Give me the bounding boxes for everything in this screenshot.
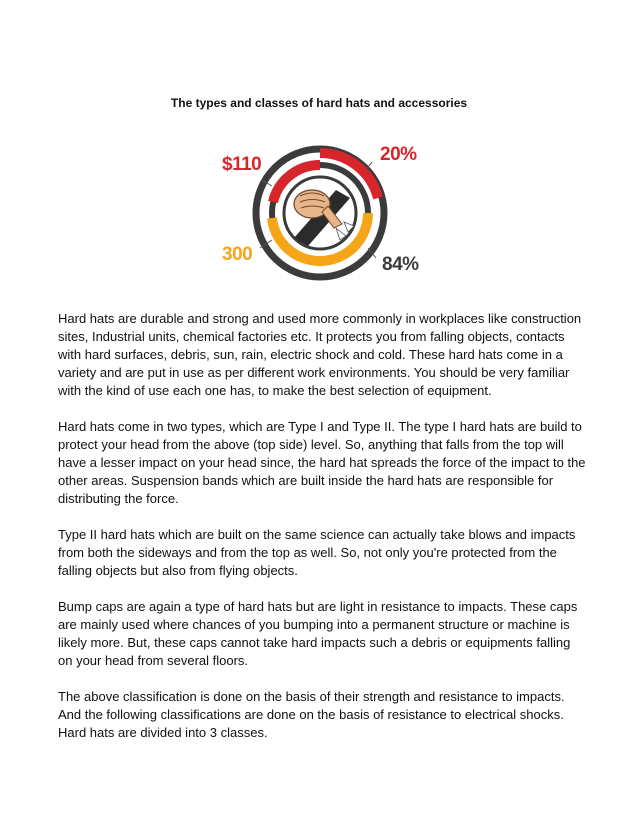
infographic (208, 140, 432, 286)
page-title: The types and classes of hard hats and accessories (170, 96, 468, 110)
label-top-left: $110 (222, 154, 262, 175)
paragraph-type-ii: Type II hard hats which are built on the same science can actually take blows and impacts from both the sideways and from the top as well. So, not only you're protected from the falling objects but also from flying objects. (58, 527, 576, 578)
paragraph-intro: Hard hats are durable and strong and used more commonly in workplaces like construction sites, Industrial units, chemical factories etc. It protects you from falling objects, contacts with hard surfaces, debris, sun, rain, electric shock and cold. These hard hats come in a variety and are put in use as per different work environments. You should be very familiar with the kind of use each one has, to make the best selection of equipment. (58, 311, 582, 398)
document-body (58, 310, 588, 760)
label-bottom-right: 84% (382, 254, 419, 275)
label-bottom-left: 300 (222, 244, 253, 265)
label-top-right: 20% (380, 144, 417, 165)
infographic-graphic (208, 140, 432, 286)
paragraph-types: Hard hats come in two types, which are Type I and Type II. The type I hard hats are build to protect your head from the above (top side) level. So, anything that falls from the top will have a lesser impact on your head since, the hard hat spreads the force of the impact to the other areas. Suspension bands which are built inside the hard hats are responsible for distributing the force. (58, 419, 586, 506)
paragraph-bump-caps: Bump caps are again a type of hard hats but are light in resistance to impacts. These caps are mainly used where chances of you bumping into a permanent structure or machine is likely more. But, these caps cannot take hard impacts such a debris or equipments falling on your head from several floors. (58, 599, 578, 668)
paragraph-classification: The above classification is done on the basis of their strength and resistance to impacts. And the following classifications are done on the basis of resistance to electrical shocks. Hard hats are divided into 3 classes. (58, 689, 565, 740)
